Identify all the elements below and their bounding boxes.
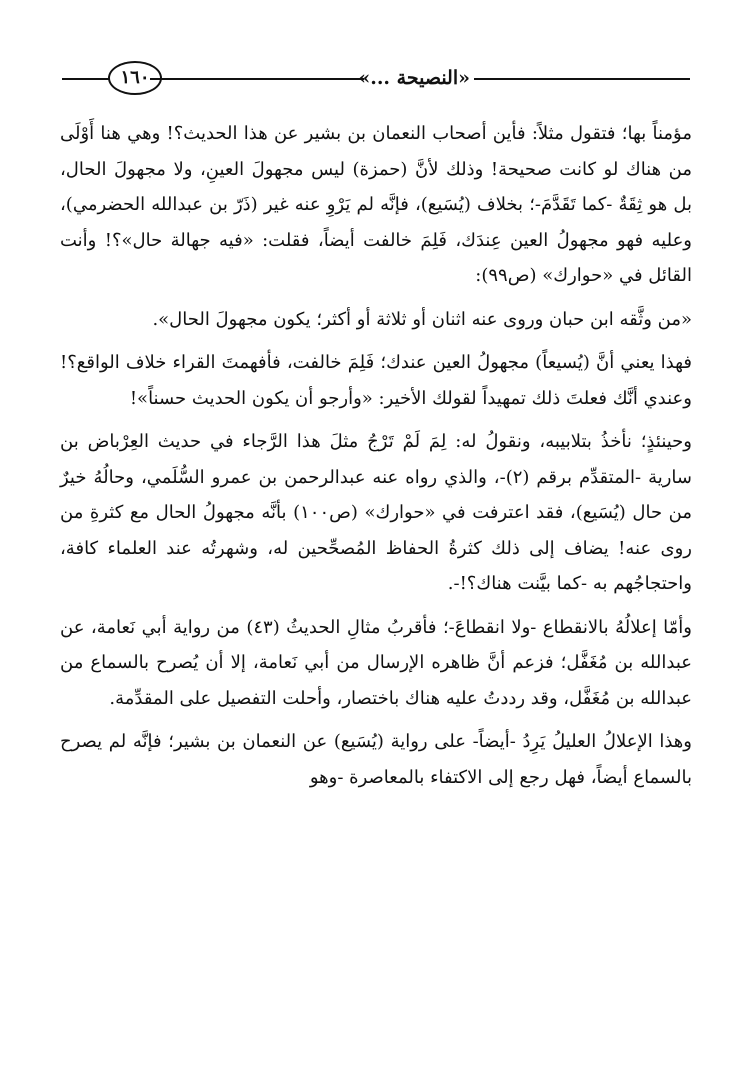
- paragraph-1: مؤمناً بها؛ فتقول مثلاً: فأين أصحاب النعمان بن بشير عن هذا الحديث؟! وهي هنا أَوْلَى من هناك لو كانت صحيحة! وذلك لأنَّ (حمزة) ليس مجهولَ العينِ، ولا مجهولَ الحال، بل هو ثِقَةٌ -كما تَقَدَّمَ-؛ بخلاف (يُسَيع)، فإنَّه لم يَرْوِ عنه غير (ذَرّ بن عبدالله الحضرمي)، وعليه فهو مجهولُ العين عِندَك، فَلِمَ خالفت أيضاً، فقلت: «فيه جهالة حال»؟! وأنت القائل في «حوارك» (ص٩٩):: [60, 123, 692, 286]
- paragraph-2: «من وثَّقه ابن حبان وروى عنه اثنان أو ثلاثة أو أكثر؛ يكون مجهولَ الحال».: [152, 308, 692, 330]
- running-title: «النصيحة ...»: [358, 67, 470, 89]
- header-rule-right: [474, 78, 690, 80]
- running-header: [62, 58, 690, 102]
- paragraph-6: وهذا الإعلالُ العليلُ يَرِدُ -أيضاً- على رواية (يُسَيع) عن النعمان بن بشير؛ فإنَّه لم يصرح بالسماع أيضاً، فهل رجع إلى الاكتفاء بالمعاصرة -وهو: [60, 731, 692, 788]
- paragraph-5: وأمّا إعلالُهُ بالانقطاع -ولا انقطاعَ-؛ فأقربُ مثالِ الحديثُ (٤٣) من رواية أبي نَعامة، عن عبدالله بن مُغَفَّل؛ فزعم أنَّ ظاهره الإرسال من أبي نَعامة، إلا أن يُصرح بالسماع من عبدالله بن مُغَفَّل، وقد رددتُ عليه هناك باختصار، وأحلت التفصيل على المقدِّمة.: [60, 616, 692, 709]
- header-rule-tail: [62, 78, 112, 80]
- paragraph-3: فهذا يعني أنَّ (يُسيعاً) مجهولُ العين عندك؛ فَلِمَ خالفت، فأفهمتَ القراء خلاف الواقع؟! وعندي أنَّك فعلتَ ذلك تمهيداً لقولك الأخير: «وأرجو أن يكون الحديث حسناً»!: [60, 352, 692, 409]
- header-rule-left: [150, 78, 364, 80]
- page-number: ١٦٠: [108, 61, 162, 95]
- body-text: [60, 116, 692, 795]
- paragraph-4: وحينئذٍ؛ نأخذُ بتلابيبه، ونقولُ له: لِمَ لَمْ تَرْجُ مثلَ هذا الرَّجاء في حديث العِرْباض بن سارية -المتقدِّم برقم (٢)-، والذي رواه عنه عبدالرحمن بن عمرو السُّلَمي، وحالُهُ خيرٌ من حال (يُسَيع)، فقد اعترفت في «حوارك» (ص١٠٠) بأنَّه مجهولُ الحال مع كثرةِ من روى عنه! يضاف إلى ذلك كثرةُ الحفاظ المُصحِّحين له، وشهرتُه عند العلماء كافة، واحتجاجُهم به -كما بيَّنت هناك؟!-.: [60, 431, 692, 594]
